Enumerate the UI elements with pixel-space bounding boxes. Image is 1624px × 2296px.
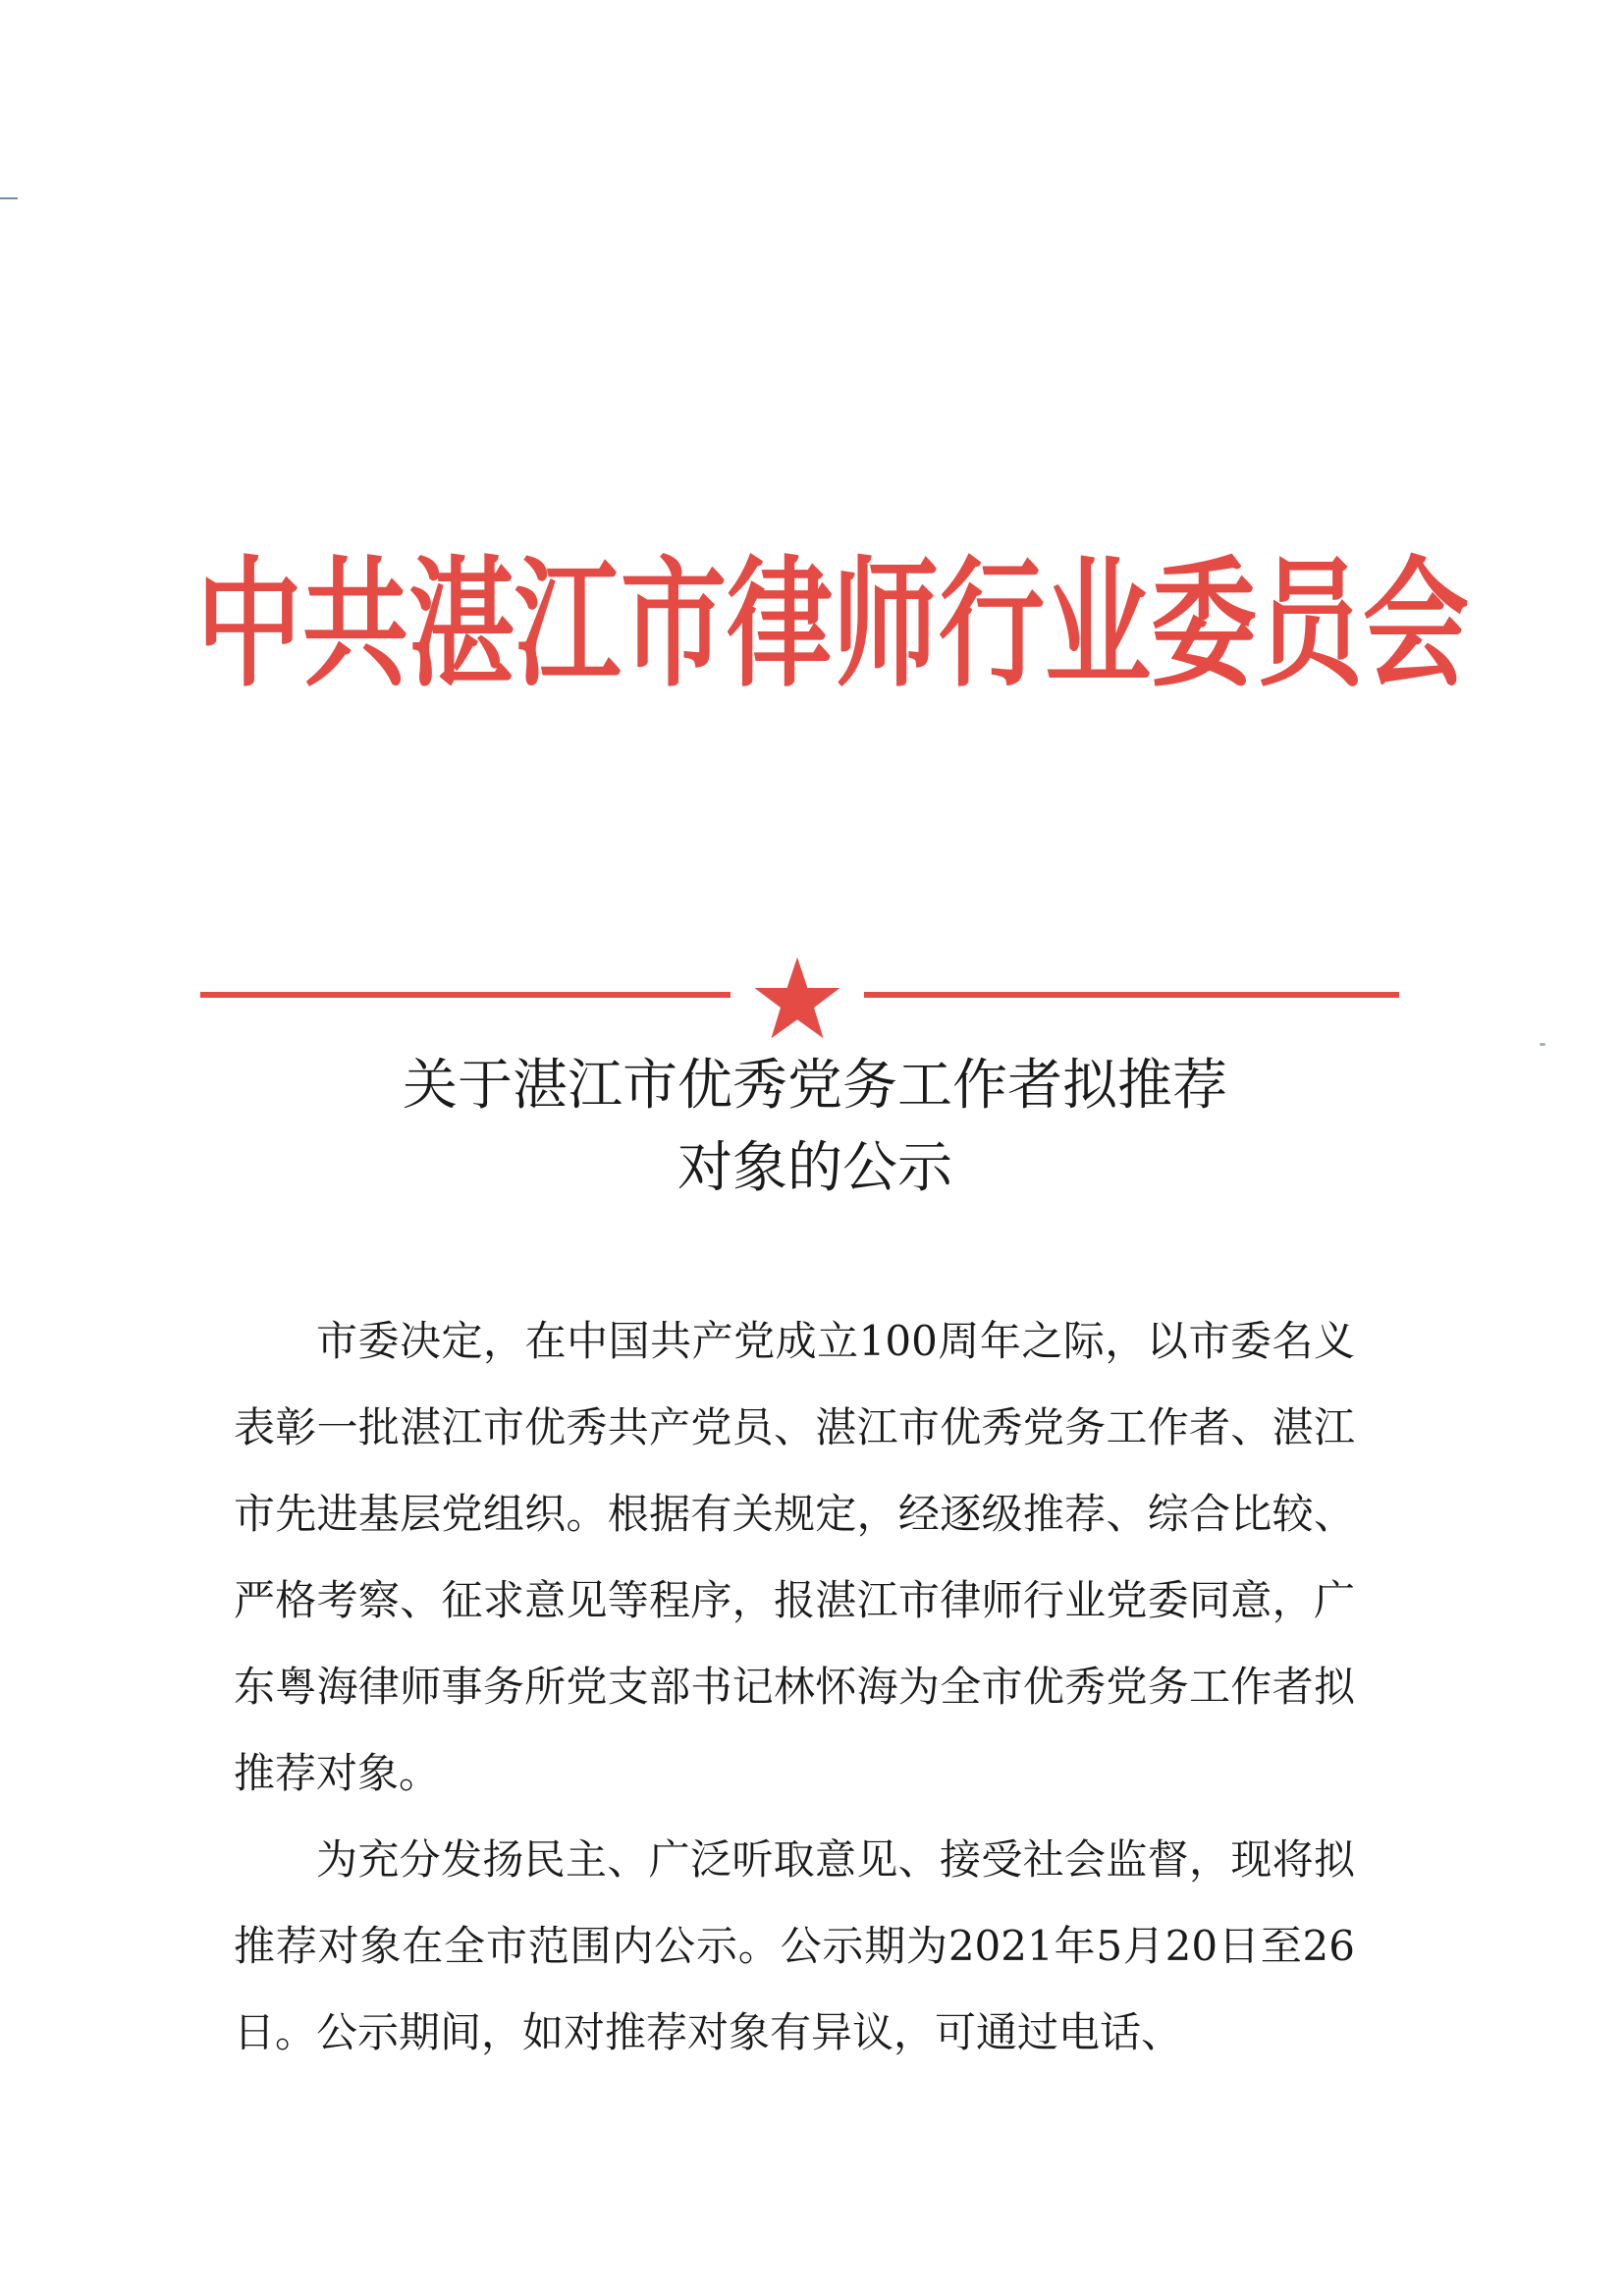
red-rule-right <box>864 992 1399 998</box>
scan-edge-mark <box>0 197 18 199</box>
notice-title-line-2: 对象的公示 <box>677 1136 952 1200</box>
scan-speck <box>1540 1043 1545 1046</box>
masthead-title: 中共湛江市律师行业委员会 <box>196 543 1470 707</box>
red-rule-left <box>200 992 731 998</box>
red-star-icon <box>748 954 846 1042</box>
notice-body <box>234 1298 1355 2076</box>
body-paragraph-2: 为充分发扬民主、广泛听取意见、接受社会监督，现将拟推荐对象在全市范围内公示。公示期为2021年5月20日至26日。公示期间，如对推荐对象有异议，可通过电话、 <box>234 1835 1355 2056</box>
body-paragraph-1: 市委决定，在中国共产党成立100周年之际，以市委名义表彰一批湛江市优秀共产党员、湛江市优秀党务工作者、湛江市先进基层党组织。根据有关规定，经逐级推荐、综合比较、严格考察、征求意见等程序，报湛江市律师行业党委同意，广东粤海律师事务所党支部书记林怀海为全市优秀党务工作者拟推荐对象。 <box>234 1317 1355 1797</box>
notice-title-line-1: 关于湛江市优秀党务工作者拟推荐 <box>403 1054 1227 1118</box>
